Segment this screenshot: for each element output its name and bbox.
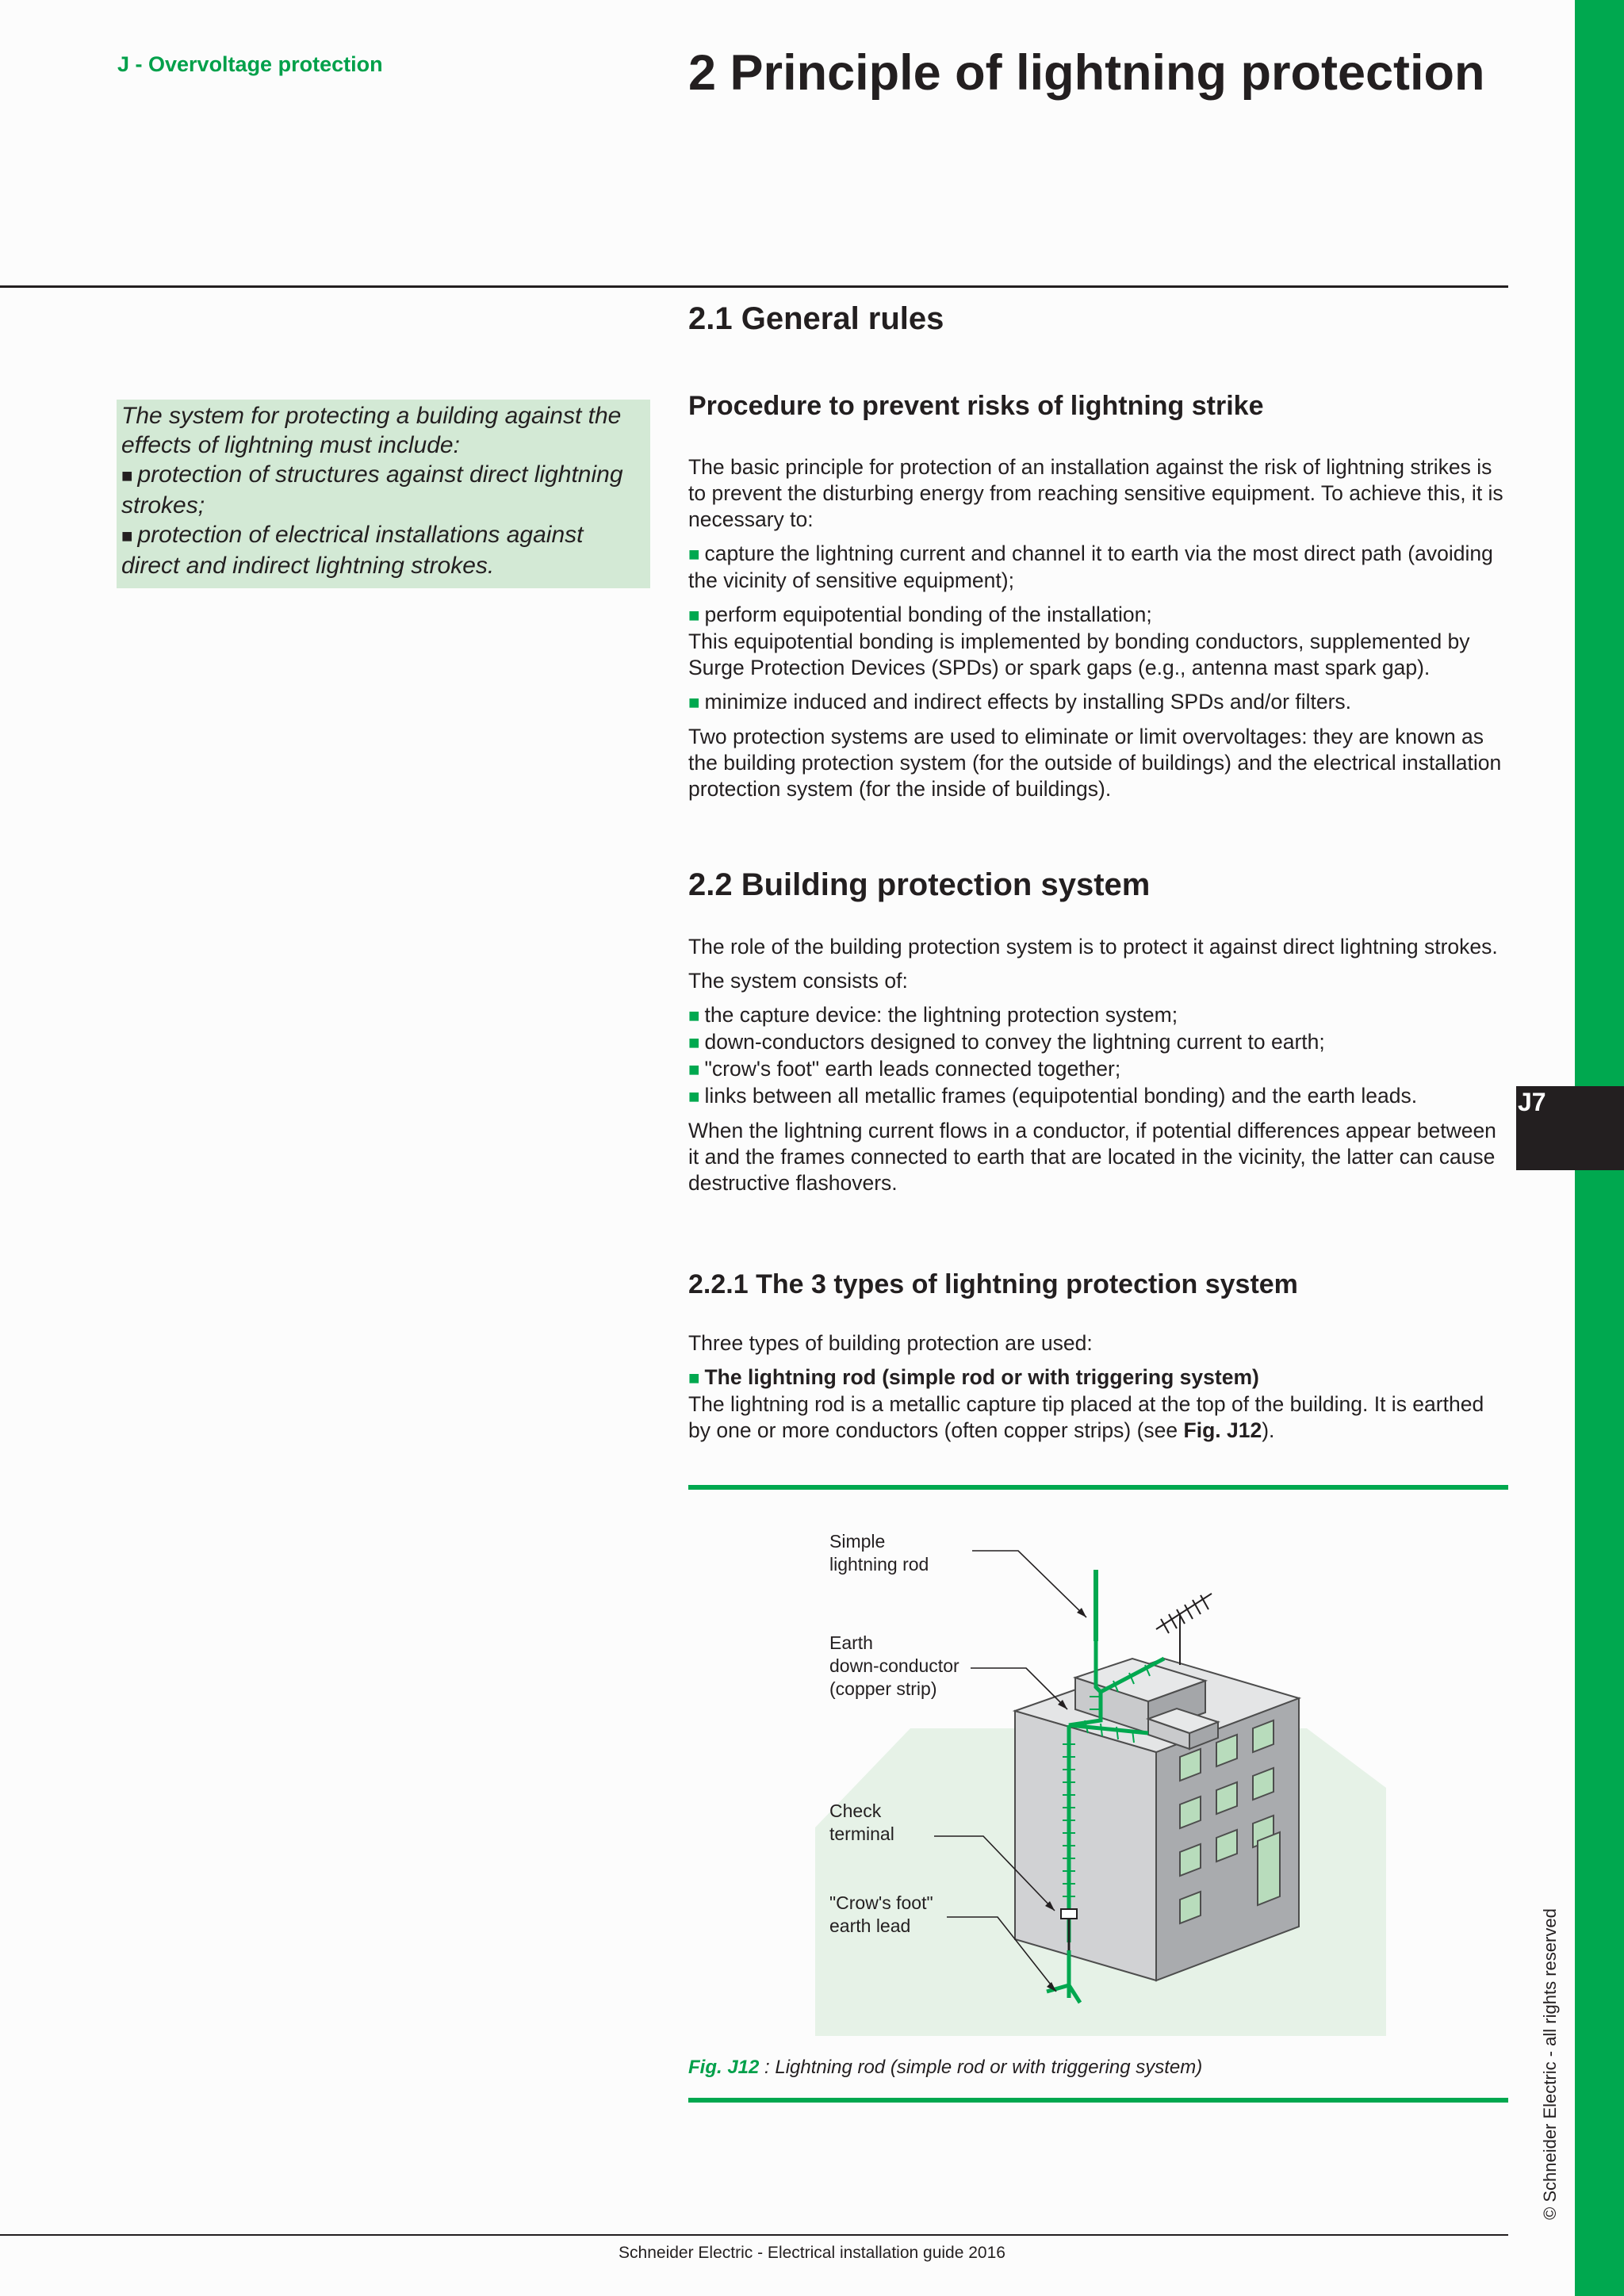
paragraph: The system consists of: (688, 969, 908, 993)
section-heading-2-2: 2.2 Building protection system (688, 867, 1151, 902)
summary-intro: The system for protecting a building against the effects of lightning must include: (121, 403, 622, 458)
bullet-text: the capture device: the lightning protection system; (704, 1003, 1178, 1027)
paragraph: Two protection systems are used to eliminate or limit overvoltages: they are known as the building protection system (for the outside of buildings) and the electrical installation protection system (for the inside of buildings). (688, 725, 1502, 801)
section-2-2-1-body (688, 1330, 1508, 1452)
paragraph: When the lightning current flows in a conductor, if potential differences appear between it and the frames connected to earth that are located in the vicinity, the latter can cause destructive flashovers. (688, 1119, 1496, 1195)
label-lightning-rod: lightning rod (829, 1554, 929, 1575)
figure-top-rule (688, 1485, 1508, 1490)
page-tab: J7 (1516, 1086, 1624, 1170)
section-heading-2-1: 2.1 General rules (688, 301, 944, 336)
bullet-icon: ■ (688, 1005, 700, 1027)
label-earth-lead: earth lead (829, 1915, 911, 1936)
page-footer: Schneider Electric - Electrical installation guide 2016 (619, 2244, 1005, 2262)
page-title: 2 Principle of lightning protection (688, 45, 1485, 101)
section-2-1-body (688, 454, 1508, 810)
copyright-text: © Schneider Electric - all rights reserved (1540, 1908, 1560, 2220)
figure-reference: Fig. J12 (1183, 1418, 1262, 1442)
bullet-icon: ■ (688, 1032, 700, 1054)
subheading-procedure: Procedure to prevent risks of lightning strike (688, 391, 1264, 421)
summary-item: protection of structures against direct lightning strokes; (121, 461, 623, 519)
paragraph-text: The lightning rod is a metallic capture tip placed at the top of the building. It is earthed by one or more conductors (often copper strips) (see (688, 1392, 1484, 1442)
label-crows-foot: "Crow's foot" (829, 1892, 933, 1913)
bullet-icon: ■ (688, 692, 700, 714)
section-heading-2-2-1: 2.2.1 The 3 types of lightning protection system (688, 1269, 1298, 1299)
bullet-bold-text: The lightning rod (simple rod or with triggering system) (704, 1365, 1259, 1389)
footer-divider (0, 2234, 1508, 2236)
chapter-label: J - Overvoltage protection (117, 52, 383, 76)
bullet-text: links between all metallic frames (equipotential bonding) and the earth leads. (704, 1084, 1418, 1108)
paragraph-text: ). (1262, 1418, 1275, 1442)
antenna-icon (1156, 1594, 1212, 1665)
bullet-icon: ■ (688, 1368, 700, 1389)
summary-item: protection of electrical installations against direct and indirect lightning strokes. (121, 522, 584, 579)
label-earth: Earth (829, 1632, 873, 1653)
figure-number: Fig. J12 (688, 2057, 760, 2078)
figure-bottom-rule (688, 2098, 1508, 2103)
bullet-text: "crow's foot" earth leads connected together; (704, 1057, 1121, 1081)
bullet-note: This equipotential bonding is implemented by bonding conductors, supplemented by Surge Protection Devices (SPDs) or spark gaps (e.g., antenna mast spark gap). (688, 629, 1470, 679)
label-terminal: terminal (829, 1823, 894, 1844)
label-simple: Simple (829, 1531, 886, 1552)
paragraph: The role of the building protection system is to protect it against direct lightning strokes. (688, 935, 1498, 959)
paragraph: The basic principle for protection of an installation against the risk of lightning strikes is to prevent the disturbing energy from reaching sensitive equipment. To achieve this, it is necessary to: (688, 455, 1503, 531)
bullet-text: perform equipotential bonding of the installation; (704, 603, 1152, 626)
bullet-item (688, 689, 1508, 716)
check-terminal (1061, 1909, 1077, 1919)
bullet-item (688, 602, 1508, 681)
label-down-conductor: down-conductor (829, 1655, 959, 1676)
lightning-rod-figure (688, 1490, 1508, 2045)
bullet-text: down-conductors designed to convey the lightning current to earth; (704, 1030, 1325, 1054)
paragraph: Three types of building protection are used: (688, 1331, 1093, 1355)
bullet-icon: ■ (688, 1059, 700, 1081)
label-check: Check (829, 1800, 882, 1821)
figure-caption-text: : Lightning rod (simple rod or with triggering system) (759, 2057, 1203, 2078)
bullet-icon: ■ (121, 465, 133, 487)
figure-caption (688, 2057, 1202, 2079)
building-front (1015, 1711, 1156, 1980)
bullet-icon: ■ (688, 605, 700, 626)
bullet-text: minimize induced and indirect effects by installing SPDs and/or filters. (704, 690, 1352, 714)
bullet-icon: ■ (121, 526, 133, 547)
header-divider (0, 285, 1508, 288)
label-copper-strip: (copper strip) (829, 1678, 937, 1699)
bullet-item (688, 541, 1508, 594)
section-2-2-body (688, 934, 1508, 1204)
bullet-icon: ■ (688, 1086, 700, 1108)
bullet-icon: ■ (688, 544, 700, 565)
bullet-list (688, 1002, 1508, 1110)
bullet-text: capture the lightning current and channel it to earth via the most direct path (avoiding the vicinity of sensitive equipment); (688, 541, 1493, 592)
summary-box (117, 400, 650, 588)
bullet-item (688, 1364, 1508, 1444)
